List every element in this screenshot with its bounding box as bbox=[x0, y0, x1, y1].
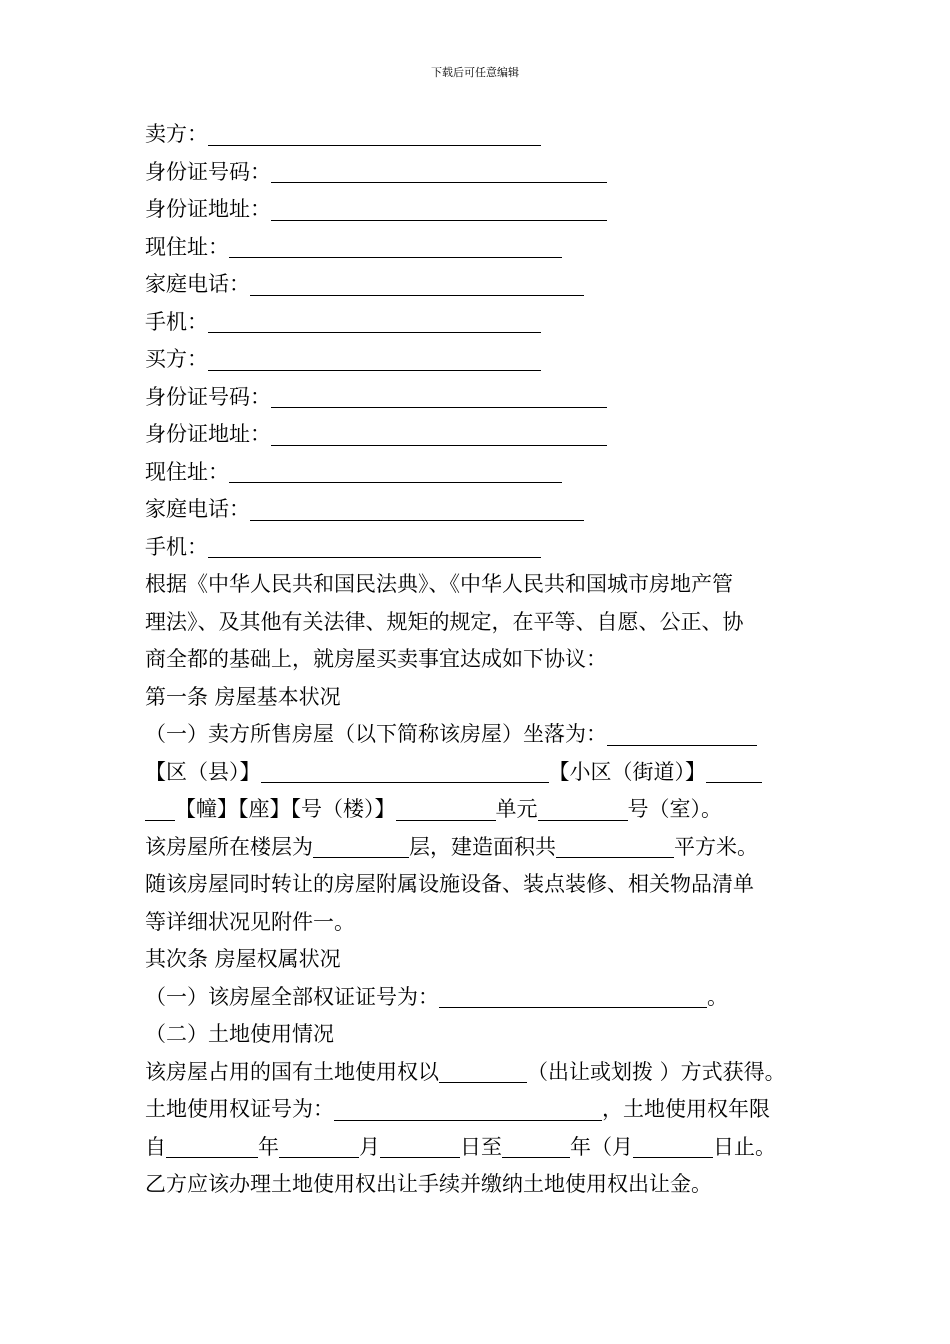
buyer-name-line bbox=[145, 341, 835, 379]
article-1-item-1-line bbox=[145, 716, 835, 754]
community-blank-end[interactable] bbox=[145, 793, 175, 821]
seller-current-address-line bbox=[145, 229, 835, 267]
land-method-blank[interactable] bbox=[439, 1055, 527, 1083]
article-1-district-line bbox=[145, 754, 835, 792]
seller-id-address-blank[interactable] bbox=[271, 193, 607, 221]
buyer-id-address-blank[interactable] bbox=[271, 418, 607, 446]
seller-id-number-blank[interactable] bbox=[271, 155, 607, 183]
community-label: 【小区（街道）】 bbox=[548, 759, 706, 784]
buyer-current-address-line bbox=[145, 454, 835, 492]
land-suffix: （出让或划拨 ）方式获得。 bbox=[527, 1059, 786, 1084]
term-from: 自 bbox=[145, 1134, 166, 1159]
seller-mobile-label: 手机： bbox=[145, 309, 208, 334]
seller-current-address-blank[interactable] bbox=[229, 230, 562, 258]
floor-blank[interactable] bbox=[313, 830, 409, 858]
article-1-floor-line bbox=[145, 829, 835, 867]
article-2-title: 其次条 房屋权属状况 bbox=[145, 947, 341, 971]
term-day-to: 日至 bbox=[460, 1134, 502, 1159]
seller-name-blank[interactable] bbox=[208, 118, 541, 146]
location-blank[interactable] bbox=[607, 718, 757, 746]
buyer-label: 买方： bbox=[145, 347, 208, 371]
seller-home-phone-label: 家庭电话： bbox=[145, 272, 250, 296]
district-label: 【区（县）】 bbox=[145, 759, 261, 784]
article-1-building-line bbox=[145, 791, 835, 829]
buyer-home-phone-label: 家庭电话： bbox=[145, 497, 250, 521]
floor-prefix: 该房屋所在楼层为 bbox=[145, 834, 313, 859]
buyer-home-phone-blank[interactable] bbox=[250, 493, 584, 521]
building-blank[interactable] bbox=[396, 793, 496, 821]
seller-mobile-line bbox=[145, 304, 835, 342]
seller-label: 卖方： bbox=[145, 122, 208, 146]
start-day-blank[interactable] bbox=[380, 1130, 460, 1158]
seller-id-address-line bbox=[145, 191, 835, 229]
header-note: 下载后可任意编辑 bbox=[431, 66, 519, 79]
buyer-id-address-line bbox=[145, 416, 835, 454]
seller-id-address-label: 身份证地址： bbox=[145, 197, 271, 221]
buyer-name-blank[interactable] bbox=[208, 343, 541, 371]
floor-suffix: 层，建造面积共 bbox=[409, 834, 556, 859]
term-year-month: 年（月 bbox=[570, 1134, 633, 1159]
buyer-current-address-blank[interactable] bbox=[229, 455, 562, 483]
land-cert-blank[interactable] bbox=[334, 1093, 602, 1121]
start-month-blank[interactable] bbox=[279, 1130, 359, 1158]
land-term-line bbox=[145, 1129, 835, 1167]
buyer-id-number-line bbox=[145, 379, 835, 417]
land-acquisition-line bbox=[145, 1054, 835, 1092]
land-prefix: 该房屋占用的国有土地使用权以 bbox=[145, 1059, 439, 1084]
seller-id-number-label: 身份证号码： bbox=[145, 159, 271, 184]
cert-suffix: ，土地使用权年限 bbox=[602, 1097, 770, 1121]
end-year-blank[interactable] bbox=[502, 1130, 570, 1158]
buyer-id-number-blank[interactable] bbox=[271, 380, 607, 408]
article-2-item-2: （二）土地使用情况 bbox=[145, 1022, 334, 1046]
article-2-item-1-end: 。 bbox=[707, 984, 728, 1009]
seller-home-phone-line bbox=[145, 266, 835, 304]
article-2-item-1-text: （一）该房屋全部权证证号为： bbox=[145, 984, 439, 1009]
article-1-item-1-text: （一）卖方所售房屋（以下简称该房屋）坐落为： bbox=[145, 722, 607, 746]
seller-home-phone-blank[interactable] bbox=[250, 268, 584, 296]
preamble-line-2: 理法》、及其他有关法律、规矩的规定，在平等、自愿、公正、协 bbox=[145, 609, 744, 634]
seller-current-address-label: 现住址： bbox=[145, 234, 229, 259]
term-month: 月 bbox=[359, 1134, 380, 1159]
article-2-item-1-line bbox=[145, 979, 835, 1017]
article-1-attach-line-2: 等详细状况见附件一。 bbox=[145, 909, 355, 934]
room-label: 号（室）。 bbox=[627, 797, 722, 821]
district-blank[interactable] bbox=[261, 755, 549, 783]
term-year: 年 bbox=[258, 1134, 279, 1159]
article-1-title: 第一条 房屋基本状况 bbox=[145, 684, 341, 709]
buyer-id-number-label: 身份证号码： bbox=[145, 384, 271, 409]
preamble-line-3: 商全都的基础上，就房屋买卖事宜达成如下协议： bbox=[145, 647, 607, 671]
area-unit: 平方米。 bbox=[674, 834, 758, 859]
land-cert-line bbox=[145, 1091, 835, 1129]
buyer-home-phone-line bbox=[145, 491, 835, 529]
building-label: 【幢】【座】【号（楼）】 bbox=[175, 797, 396, 821]
unit-blank[interactable] bbox=[538, 793, 628, 821]
buyer-id-address-label: 身份证地址： bbox=[145, 422, 271, 446]
buyer-current-address-label: 现住址： bbox=[145, 459, 229, 484]
unit-label: 单元 bbox=[495, 797, 538, 821]
seller-id-number-line bbox=[145, 154, 835, 192]
seller-mobile-blank[interactable] bbox=[208, 305, 541, 333]
start-year-blank[interactable] bbox=[166, 1130, 258, 1158]
preamble-line-1: 根据《中华人民共和国民法典》、《中华人民共和国城市房地产管 bbox=[145, 572, 733, 596]
buyer-mobile-line bbox=[145, 529, 835, 567]
cert-prefix: 土地使用权证号为： bbox=[145, 1097, 334, 1121]
seller-name-line bbox=[145, 116, 835, 154]
end-month-blank[interactable] bbox=[633, 1130, 713, 1158]
community-blank-start[interactable] bbox=[706, 755, 762, 783]
contract-body bbox=[145, 116, 835, 1204]
area-blank[interactable] bbox=[556, 830, 674, 858]
buyer-mobile-blank[interactable] bbox=[208, 530, 541, 558]
ownership-cert-blank[interactable] bbox=[439, 980, 707, 1008]
term-day-end: 日止。 bbox=[713, 1134, 776, 1159]
land-final-line: 乙方应该办理土地使用权出让手续并缴纳土地使用权出让金。 bbox=[145, 1172, 712, 1196]
article-1-attach-line-1: 随该房屋同时转让的房屋附属设施设备、装点装修、相关物品清单 bbox=[145, 872, 754, 896]
buyer-mobile-label: 手机： bbox=[145, 534, 208, 559]
